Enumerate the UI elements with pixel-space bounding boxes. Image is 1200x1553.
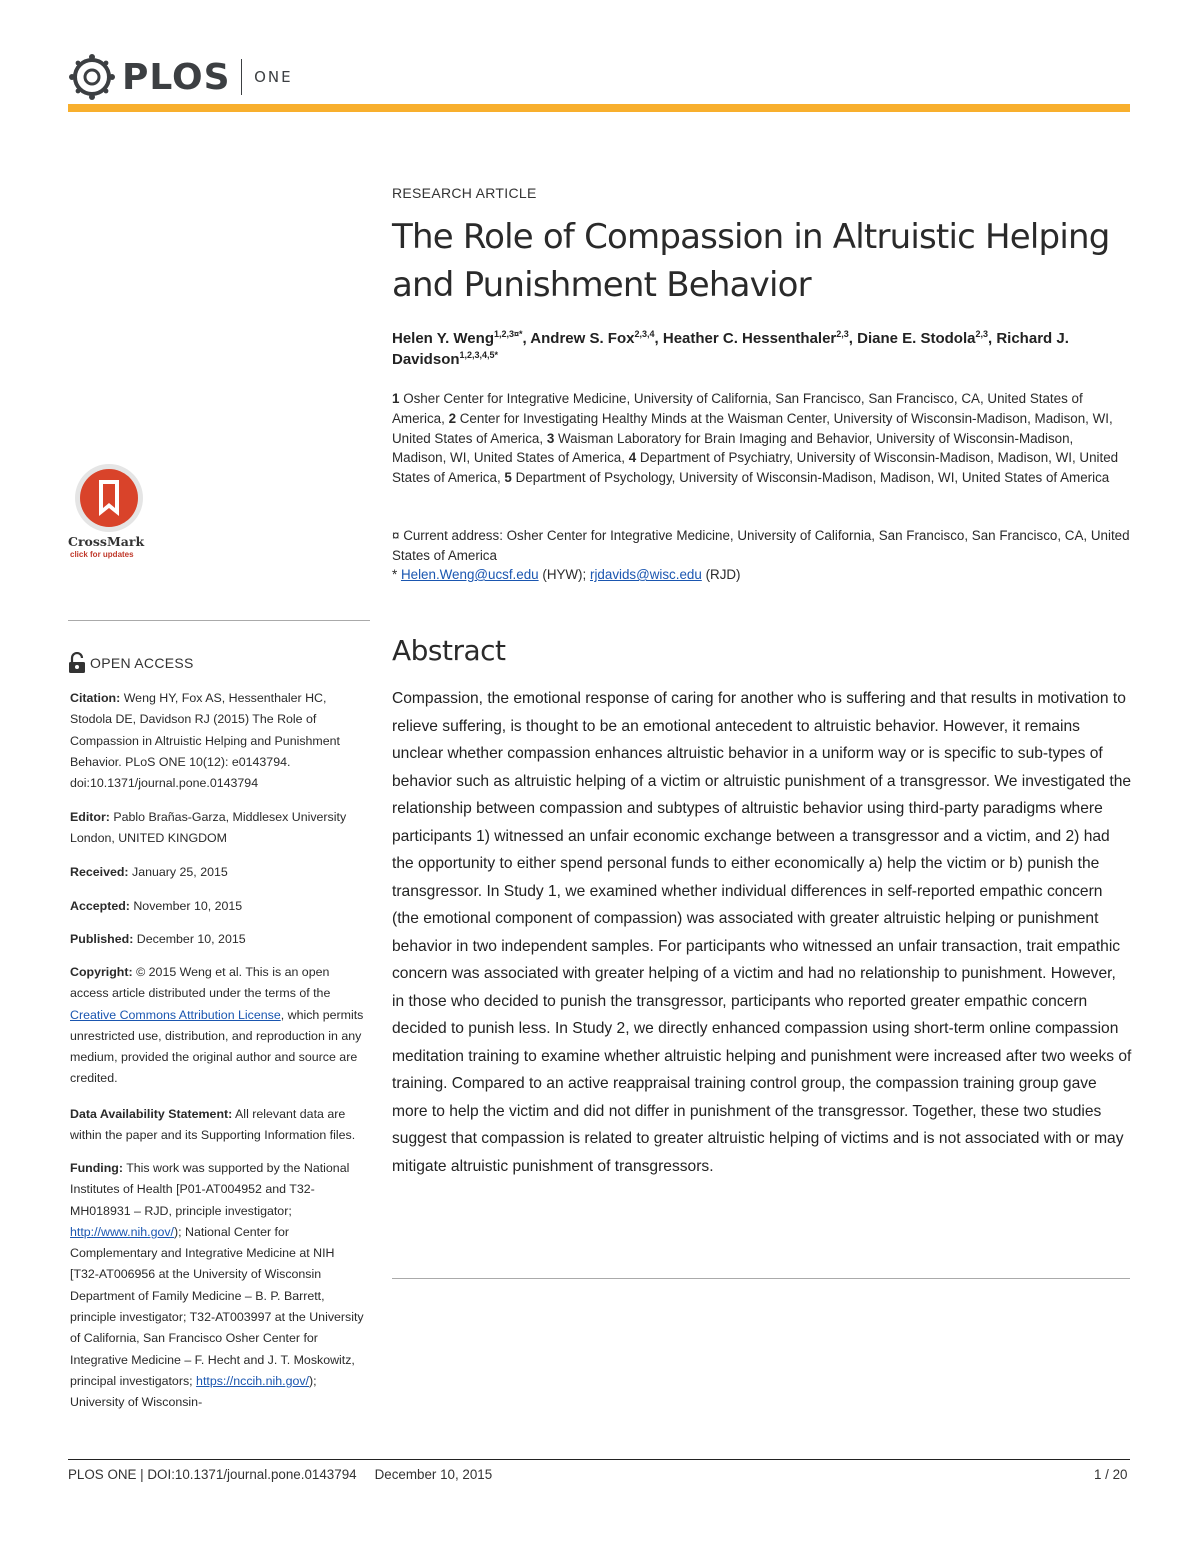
- plos-logo-icon: [68, 53, 116, 101]
- copyright-text: © 2015 Weng et al. This is an open access article distributed under the terms of the: [70, 965, 331, 1001]
- plos-one-logo[interactable]: [68, 52, 293, 102]
- affiliation-number: 3: [546, 430, 555, 446]
- author-name: Andrew S. Fox: [530, 330, 635, 347]
- received-block: [70, 862, 366, 883]
- copyright-block: [70, 962, 366, 1090]
- header-rule: [68, 104, 1130, 112]
- affiliation-text: Waisman Laboratory for Brain Imaging and Behavior, University of Wisconsin-Madison, Madison, WI, United States of America: [392, 430, 1074, 466]
- author-affiliation-marks: 2,3: [975, 329, 988, 339]
- crossmark-icon: [68, 462, 150, 534]
- citation-text: Weng HY, Fox AS, Hessenthaler HC, Stodola DE, Davidson RJ (2015) The Role of Compassion in Altruistic Helping and Punishment Behavior. PLoS ONE 10(12): e0143794. doi:10.1371/journal.pone.0143794: [70, 691, 340, 791]
- citation-label: Citation:: [70, 691, 121, 705]
- data-availability-label: Data Availability Statement:: [70, 1107, 233, 1121]
- author: [392, 330, 530, 347]
- email-link-davidson[interactable]: rjdavids@wisc.edu: [589, 567, 702, 582]
- accepted-date: November 10, 2015: [133, 899, 243, 913]
- journal-name: ONE: [254, 68, 293, 86]
- author-affiliation-marks: 1,2,3,4,5*: [459, 350, 499, 360]
- editor-text: Pablo Brañas-Garza, Middlesex University London, UNITED KINGDOM: [70, 810, 347, 846]
- author-separator: ,: [988, 330, 997, 347]
- author-separator: ,: [654, 330, 663, 347]
- copyright-label: Copyright:: [70, 965, 133, 979]
- author-affiliation-marks: 1,2,3¤*: [493, 329, 523, 339]
- published-label: Published:: [70, 932, 134, 946]
- license-link[interactable]: Creative Commons Attribution License: [70, 1007, 281, 1022]
- published-block: [70, 929, 366, 950]
- published-date: December 10, 2015: [136, 932, 246, 946]
- current-address: [392, 526, 1130, 566]
- author: [530, 330, 663, 347]
- funding-text-mid: ); National Center for Complementary and Integrative Medicine at NIH [T32-AT006956 at the University of Wisconsin Department of Family Medicine – B. P. Barrett, principle investigator; T32-AT003997 at the University of California, San Francisco Osher Center for Integrative Medicine – F. Hecht and J. T. Moskowitz, principal investigators;: [70, 1224, 364, 1388]
- author-name: Richard J. Davidson: [392, 330, 1069, 368]
- author: [663, 330, 857, 347]
- author-name: Heather C. Hessenthaler: [662, 330, 837, 347]
- received-label: Received:: [70, 865, 129, 879]
- author-separator: ,: [522, 330, 531, 347]
- current-address-text: Current address: Osher Center for Integrative Medicine, University of California, San Francisco, San Francisco, CA, United States of America: [392, 528, 1130, 563]
- affiliation-text: Department of Psychiatry, University of Wisconsin-Madison, Madison, WI, United States of America: [392, 450, 1119, 486]
- affiliation-text: Department of Psychology, University of Wisconsin-Madison, Madison, WI, United States of America: [515, 470, 1110, 486]
- abstract-divider: [392, 1278, 1130, 1279]
- logo-divider: [241, 59, 243, 95]
- data-availability-block: [70, 1104, 366, 1147]
- author-name: Helen Y. Weng: [392, 330, 494, 347]
- affiliation-number: 1: [392, 391, 400, 406]
- accepted-label: Accepted:: [70, 899, 130, 913]
- crossmark-label[interactable]: CrossMark: [68, 534, 145, 549]
- author-list: [392, 328, 1132, 370]
- affiliation-number: 2: [448, 410, 457, 426]
- footer-journal-doi: PLOS ONE | DOI:10.1371/journal.pone.0143794: [68, 1467, 357, 1482]
- funding-label: Funding:: [70, 1161, 123, 1175]
- abstract-text: Compassion, the emotional response of caring for another who is suffering and that results in motivation to relieve suffering, is thought to be an emotional antecedent to altruistic behavior. However, it remains unclear whether compassion enhances altruistic behavior in a uniform way or is specific to sub-types of behavior such as altruistic helping of a victim or altruistic punishment of a transgressor. We investigated the relationship between compassion and subtypes of altruistic behavior using third-party paradigms where participants 1) witnessed an unfair economic exchange between a transgressor and a victim, and 2) had the opportunity to either spend personal funds to either economically a) help the victim or b) punish the transgressor. In Study 1, we examined whether individual differences in self-reported empathic concern (the emotional component of compassion) was associated with greater altruistic helping or punishment behavior in two independent samples. For participants who witnessed an unfair transaction, trait empathic concern was associated with greater helping of a victim and had no relationship to punishment. However, in those who decided to punish the transgressor, participants who reported greater empathic concern decided to punish less. In Study 2, we directly enhanced compassion using short-term online compassion meditation training to examine whether altruistic helping and punishment were increased after two weeks of training. Compared to an active reappraisal training control group, the compassion training group gave more to help the victim and did not differ in punishment of the transgressor. Together, these two studies suggest that compassion is related to greater altruistic helping of victims and is not associated with or may mitigate altruistic punishment of transgressors.: [392, 690, 1132, 1175]
- affiliation-number: 4: [628, 450, 637, 466]
- data-availability-text: All relevant data are within the paper and its Supporting Information files.: [70, 1107, 356, 1143]
- author-name: Diane E. Stodola: [857, 330, 976, 347]
- affiliation-number: 5: [504, 470, 512, 486]
- footer-citation: [68, 1467, 492, 1482]
- correspondence-initials: (RJD): [705, 567, 741, 582]
- open-access-label: OPEN ACCESS: [90, 655, 194, 671]
- affiliations: 1 Osher Center for Integrative Medicine, University of California, San Francisco, San Francisco, CA, United States of America, 2 Center for Investigating Healthy Minds at the Waisman Center, University of Wisconsin-Madison, Madison, WI, United States of America, 3 Waisman Laboratory for Brain Imaging and Behavior, University of Wisconsin-Madison, Madison, WI, United States of America, 4 Department of Psychiatry, University of Wisconsin-Madison, Madison, WI, United States of America, 5 Department of Psychology, University of Wisconsin-Madison, Madison, WI, United States of America: [392, 391, 1119, 486]
- funding-block: [70, 1158, 366, 1414]
- citation-block: [70, 688, 366, 794]
- funding-text: This work was supported by the National Institutes of Health [P01-AT004952 and T32-MH018931 – RJD, principle investigator;: [70, 1161, 350, 1218]
- editor-block: [70, 807, 366, 850]
- article-type: RESEARCH ARTICLE: [392, 185, 537, 201]
- nccih-link[interactable]: https://nccih.nih.gov/: [196, 1373, 310, 1388]
- footer-date: December 10, 2015: [374, 1467, 493, 1482]
- correspondence: [392, 565, 1130, 585]
- editor-label: Editor:: [70, 810, 110, 824]
- copyright-text-end: , which permits unrestricted use, distribution, and reproduction in any medium, provided the original author and source are credited.: [70, 1007, 364, 1086]
- crossmark-sublabel[interactable]: click for updates: [70, 550, 134, 559]
- correspondence-mark: *: [392, 567, 398, 582]
- current-address-mark: ¤: [392, 528, 400, 543]
- correspondence-initials: (HYW);: [542, 567, 587, 582]
- page-number: 1 / 20: [1094, 1467, 1128, 1482]
- received-date: January 25, 2015: [132, 865, 228, 879]
- author: [857, 330, 996, 347]
- author-affiliation-marks: 2,3: [836, 329, 849, 339]
- nih-link[interactable]: http://www.nih.gov/: [70, 1224, 174, 1239]
- open-access-badge: [68, 652, 194, 674]
- affiliation-text: Center for Investigating Healthy Minds at the Waisman Center, University of Wisconsin-Madison, Madison, WI, United States of America: [392, 410, 1113, 446]
- sidebar-divider: [68, 620, 370, 621]
- accepted-block: [70, 896, 366, 917]
- open-lock-icon: [68, 652, 86, 674]
- plos-wordmark: PLOS: [122, 56, 231, 98]
- crossmark-badge[interactable]: [68, 462, 150, 539]
- email-link-weng[interactable]: Helen.Weng@ucsf.edu: [400, 567, 539, 582]
- author-separator: ,: [848, 330, 858, 347]
- affiliation-text: Osher Center for Integrative Medicine, University of California, San Francisco, San Francisco, CA, United States of America: [392, 391, 1083, 426]
- author-affiliation-marks: 2,3,4: [634, 329, 655, 339]
- article-title: The Role of Compassion in Altruistic Helping and Punishment Behavior: [392, 217, 1110, 305]
- abstract-heading: Abstract: [392, 634, 506, 667]
- funding-text-end: ); University of Wisconsin-: [70, 1373, 317, 1410]
- footer-divider: [68, 1459, 1130, 1460]
